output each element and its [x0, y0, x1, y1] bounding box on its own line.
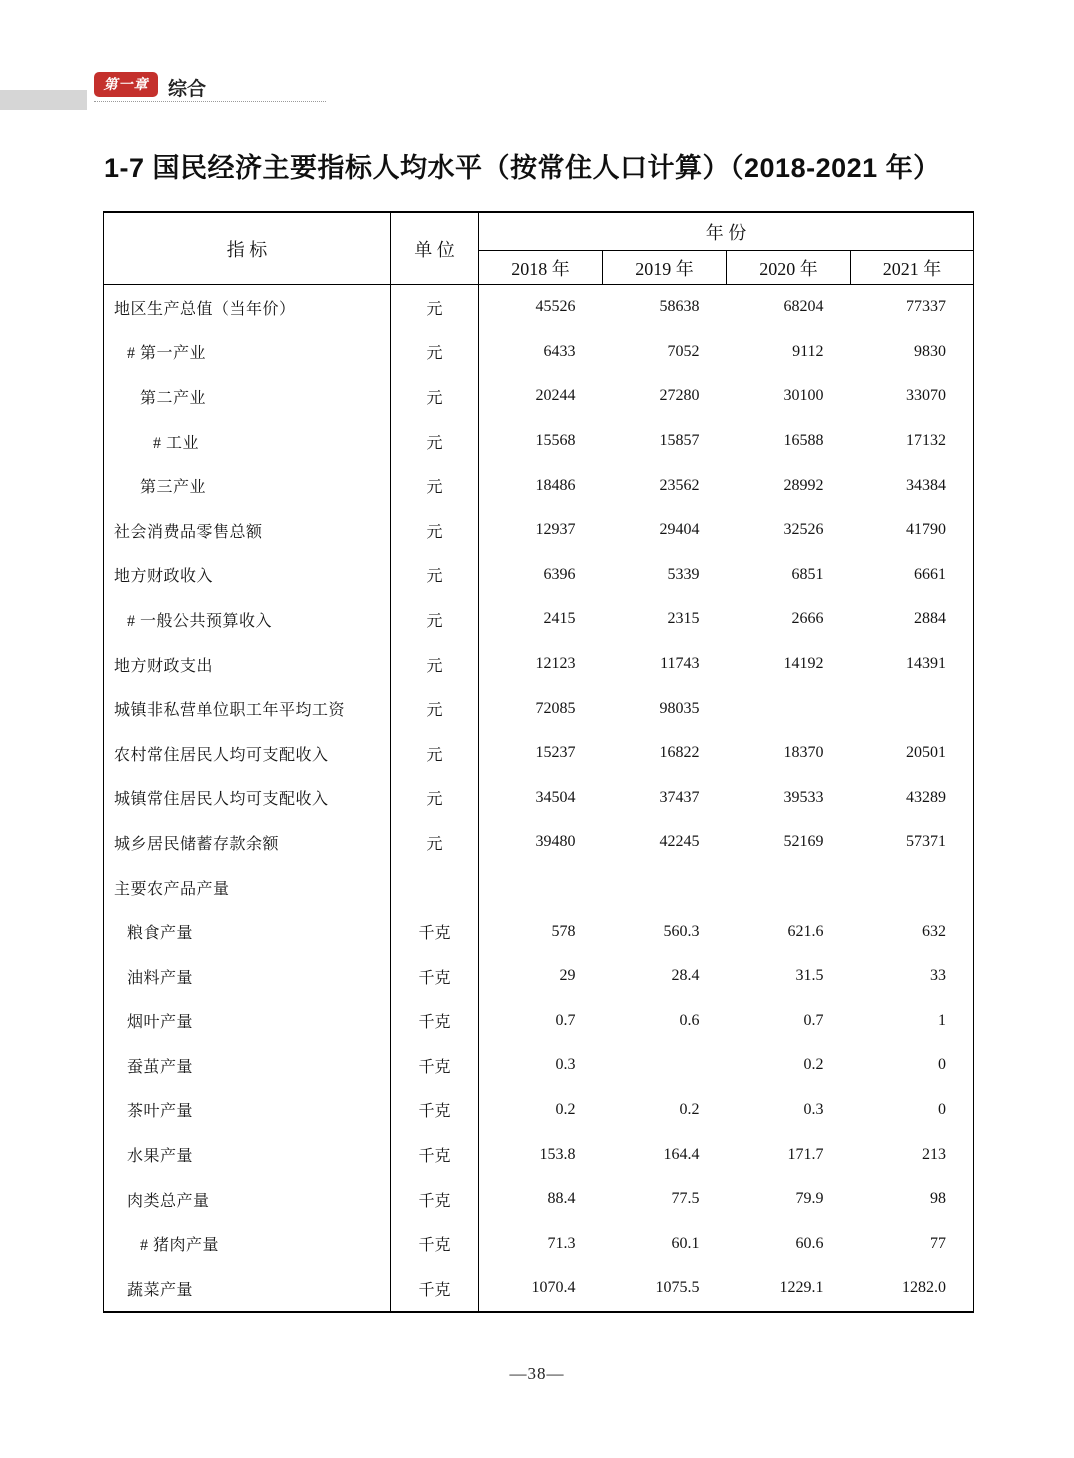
value-cell-year-2 [603, 1043, 727, 1088]
value-cell-year-4: 1282.0 [902, 1279, 946, 1297]
value-cell-year-1: 71.3 [547, 1234, 576, 1252]
value-cell-year-4: 213 [922, 1145, 946, 1163]
table-row [104, 285, 974, 330]
table-row [104, 374, 974, 419]
unit-cell: 千克 [391, 1266, 479, 1312]
value-cell-year-1 [479, 865, 603, 910]
col-header-year-3: 2020 年 [727, 251, 851, 285]
table-row [104, 865, 974, 910]
table-row [104, 1221, 974, 1266]
value-cell-year-1: 88.4 [547, 1190, 576, 1208]
table-row [104, 508, 974, 553]
table-row [104, 1266, 974, 1312]
value-cell-year-4: 98 [930, 1190, 946, 1208]
value-cell-year-2 [603, 865, 727, 910]
statistics-table [103, 211, 974, 1313]
unit-cell: 元 [391, 508, 479, 553]
indicator-cell: 第三产业 [104, 463, 391, 508]
value-cell-year-4 [851, 865, 974, 910]
unit-cell: 元 [391, 419, 479, 464]
value-cell-year-1: 153.8 [539, 1145, 576, 1163]
page-number: —38— [509, 1364, 565, 1383]
indicator-cell: 农村常住居民人均可支配收入 [104, 731, 391, 776]
indicator-cell: 蚕茧产量 [104, 1043, 391, 1088]
table-row [104, 1043, 974, 1088]
value-cell-year-4: 34384 [906, 476, 946, 494]
unit-cell: 千克 [391, 1221, 479, 1266]
value-cell-year-3: 0.7 [803, 1011, 824, 1029]
value-cell-year-3: 28992 [783, 476, 824, 494]
indicator-cell: 肉类总产量 [104, 1177, 391, 1222]
value-cell-year-4: 17132 [906, 432, 946, 450]
table-row [104, 1177, 974, 1222]
indicator-cell: # 一般公共预算收入 [104, 597, 391, 642]
value-cell-year-3: 31.5 [795, 967, 824, 985]
value-cell-year-2: 42245 [659, 833, 700, 851]
value-cell-year-2: 27280 [659, 387, 700, 405]
table-row [104, 686, 974, 731]
table-row [104, 909, 974, 954]
table-row [104, 642, 974, 687]
unit-cell: 元 [391, 776, 479, 821]
indicator-cell: 蔬菜产量 [104, 1266, 391, 1312]
value-cell-year-1: 29 [559, 967, 576, 985]
value-cell-year-2: 7052 [667, 342, 700, 360]
value-cell-year-1: 12937 [535, 521, 576, 539]
value-cell-year-2: 0.2 [679, 1100, 700, 1118]
table-row [104, 820, 974, 865]
value-cell-year-4: 77 [930, 1234, 946, 1252]
value-cell-year-1: 34504 [535, 788, 576, 806]
table-header [104, 212, 974, 285]
unit-cell: 千克 [391, 909, 479, 954]
indicator-cell: 粮食产量 [104, 909, 391, 954]
unit-cell: 元 [391, 642, 479, 687]
value-cell-year-2: 11743 [660, 655, 700, 673]
value-cell-year-4: 0 [938, 1100, 946, 1118]
unit-cell: 元 [391, 330, 479, 375]
value-cell-year-2: 164.4 [663, 1145, 700, 1163]
table-row [104, 597, 974, 642]
col-header-year-group: 年 份 [479, 212, 974, 251]
value-cell-year-4: 6661 [914, 565, 946, 583]
indicator-cell: 主要农产品产量 [104, 865, 391, 910]
unit-cell [391, 865, 479, 910]
value-cell-year-4: 0 [938, 1056, 946, 1074]
value-cell-year-2: 16822 [659, 744, 700, 762]
value-cell-year-3: 30100 [783, 387, 824, 405]
value-cell-year-2: 37437 [659, 788, 700, 806]
value-cell-year-2: 58638 [659, 298, 700, 316]
indicator-cell: 烟叶产量 [104, 999, 391, 1044]
unit-cell: 元 [391, 285, 479, 330]
unit-cell: 元 [391, 731, 479, 776]
table-row [104, 1132, 974, 1177]
value-cell-year-2: 60.1 [671, 1234, 700, 1252]
value-cell-year-3: 1229.1 [779, 1279, 824, 1297]
table-row [104, 731, 974, 776]
value-cell-year-4: 14391 [906, 655, 946, 673]
value-cell-year-3: 60.6 [795, 1234, 824, 1252]
table-row [104, 776, 974, 821]
unit-cell: 千克 [391, 1132, 479, 1177]
value-cell-year-4: 77337 [906, 298, 946, 316]
value-cell-year-3: 16588 [783, 432, 824, 450]
table-row [104, 419, 974, 464]
chapter-badge: 第一章 [94, 72, 158, 97]
value-cell-year-1: 15237 [535, 744, 576, 762]
unit-cell: 千克 [391, 1088, 479, 1133]
value-cell-year-2: 1075.5 [655, 1279, 700, 1297]
value-cell-year-1: 0.3 [555, 1056, 576, 1074]
indicator-cell: 社会消费品零售总额 [104, 508, 391, 553]
table-row [104, 954, 974, 999]
value-cell-year-4: 632 [922, 922, 946, 940]
page-title: 1-7 国民经济主要指标人均水平（按常住人口计算）（2018-2021 年） [104, 153, 941, 183]
value-cell-year-1: 578 [551, 922, 576, 940]
value-cell-year-3: 621.6 [787, 922, 824, 940]
value-cell-year-4: 33 [930, 967, 946, 985]
col-header-year-1: 2018 年 [479, 251, 603, 285]
table-row [104, 553, 974, 598]
value-cell-year-3: 18370 [783, 744, 824, 762]
value-cell-year-4: 33070 [906, 387, 946, 405]
indicator-cell: # 工业 [104, 419, 391, 464]
value-cell-year-1: 0.7 [555, 1011, 576, 1029]
value-cell-year-4: 1 [938, 1011, 946, 1029]
value-cell-year-1: 18486 [535, 476, 576, 494]
value-cell-year-2: 560.3 [663, 922, 700, 940]
value-cell-year-3: 39533 [783, 788, 824, 806]
value-cell-year-1: 20244 [535, 387, 576, 405]
unit-cell: 元 [391, 597, 479, 642]
indicator-cell: 地方财政收入 [104, 553, 391, 598]
value-cell-year-3 [727, 865, 851, 910]
indicator-cell: 油料产量 [104, 954, 391, 999]
value-cell-year-4: 2884 [914, 610, 946, 628]
indicator-cell: 第二产业 [104, 374, 391, 419]
value-cell-year-1: 6396 [543, 565, 576, 583]
value-cell-year-3: 79.9 [795, 1190, 824, 1208]
col-header-unit: 单 位 [391, 212, 479, 285]
table-header-row-1 [104, 212, 974, 251]
value-cell-year-4: 9830 [914, 342, 946, 360]
value-cell-year-1: 72085 [535, 699, 576, 717]
value-cell-year-2: 77.5 [671, 1190, 700, 1208]
chapter-title: 综合 [168, 79, 207, 100]
value-cell-year-4: 41790 [906, 521, 946, 539]
col-header-year-4: 2021 年 [851, 251, 974, 285]
unit-cell: 元 [391, 463, 479, 508]
value-cell-year-2: 5339 [667, 565, 700, 583]
col-header-year-2: 2019 年 [603, 251, 727, 285]
table-row [104, 1088, 974, 1133]
value-cell-year-3: 52169 [783, 833, 824, 851]
unit-cell: 元 [391, 374, 479, 419]
value-cell-year-1: 2415 [543, 610, 576, 628]
value-cell-year-1: 1070.4 [531, 1279, 576, 1297]
value-cell-year-3: 14192 [783, 655, 824, 673]
value-cell-year-2: 98035 [659, 699, 700, 717]
value-cell-year-2: 0.6 [679, 1011, 700, 1029]
value-cell-year-4: 20501 [906, 744, 946, 762]
indicator-cell: # 猪肉产量 [104, 1221, 391, 1266]
value-cell-year-4: 43289 [906, 788, 946, 806]
unit-cell: 千克 [391, 1043, 479, 1088]
table-row [104, 999, 974, 1044]
value-cell-year-1: 15568 [535, 432, 576, 450]
value-cell-year-3: 9112 [792, 342, 824, 360]
indicator-cell: 城乡居民储蓄存款余额 [104, 820, 391, 865]
indicator-cell: 地区生产总值（当年价） [104, 285, 391, 330]
indicator-cell: 城镇常住居民人均可支配收入 [104, 776, 391, 821]
indicator-cell: 茶叶产量 [104, 1088, 391, 1133]
value-cell-year-3: 2666 [791, 610, 824, 628]
value-cell-year-3: 0.3 [803, 1100, 824, 1118]
value-cell-year-3: 0.2 [803, 1056, 824, 1074]
unit-cell: 元 [391, 686, 479, 731]
table-row [104, 330, 974, 375]
unit-cell: 千克 [391, 999, 479, 1044]
value-cell-year-2: 2315 [667, 610, 700, 628]
unit-cell: 千克 [391, 1177, 479, 1222]
unit-cell: 元 [391, 553, 479, 598]
value-cell-year-3: 68204 [783, 298, 824, 316]
value-cell-year-3: 6851 [791, 565, 824, 583]
value-cell-year-3: 32526 [783, 521, 824, 539]
value-cell-year-1: 45526 [535, 298, 576, 316]
value-cell-year-2: 28.4 [671, 967, 700, 985]
table-row [104, 463, 974, 508]
value-cell-year-4 [851, 686, 974, 731]
indicator-cell: # 第一产业 [104, 330, 391, 375]
header-underline [94, 101, 326, 102]
col-header-indicator: 指 标 [104, 212, 391, 285]
value-cell-year-1: 39480 [535, 833, 576, 851]
value-cell-year-1: 0.2 [555, 1100, 576, 1118]
header-decoration-band [0, 90, 87, 110]
indicator-cell: 水果产量 [104, 1132, 391, 1177]
value-cell-year-2: 23562 [659, 476, 700, 494]
indicator-cell: 地方财政支出 [104, 642, 391, 687]
unit-cell: 千克 [391, 954, 479, 999]
value-cell-year-2: 15857 [659, 432, 700, 450]
value-cell-year-1: 6433 [543, 342, 576, 360]
table-body [104, 285, 974, 1312]
value-cell-year-1: 12123 [535, 655, 576, 673]
value-cell-year-3: 171.7 [787, 1145, 824, 1163]
unit-cell: 元 [391, 820, 479, 865]
value-cell-year-3 [727, 686, 851, 731]
value-cell-year-2: 29404 [659, 521, 700, 539]
indicator-cell: 城镇非私营单位职工年平均工资 [104, 686, 391, 731]
value-cell-year-4: 57371 [906, 833, 946, 851]
